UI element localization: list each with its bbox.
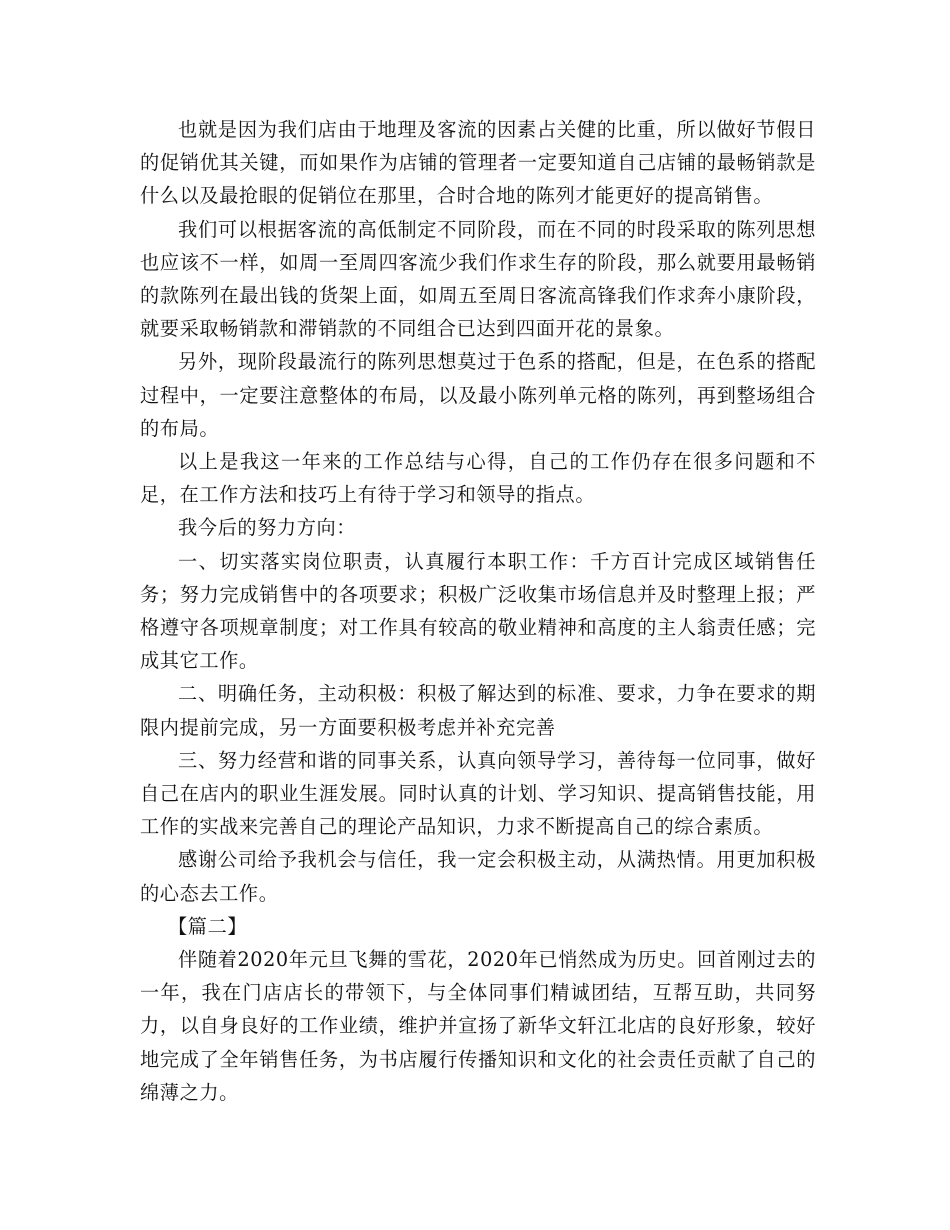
- paragraph-direction-three: 三、努力经营和谐的同事关系，认真向领导学习，善待每一位同事，做好自己在店内的职业生涯发展。同时认真的计划、学习知识、提高销售技能，用工作的实战来完善自己的理论产品知识，力求不断提高自己的综合素质。: [140, 748, 816, 839]
- paragraph-customer-flow: 我们可以根据客流的高低制定不同阶段，而在不同的时段采取的陈列思想也应该不一样，如周一至周四客流少我们作求生存的阶段，那么就要用最畅销的款陈列在最出钱的货架上面，如周五至周日客流高锋我们作求奔小康阶段，就要采取畅销款和滞销款的不同组合已达到四面开花的景象。: [140, 217, 816, 341]
- paragraph-promotion: 也就是因为我们店由于地理及客流的因素占关健的比重，所以做好节假日的促销优其关键，而如果作为店铺的管理者一定要知道自己店铺的最畅销款是什么以及最抢眼的促销位在那里，合时合地的陈列才能更好的提高销售。: [140, 118, 816, 208]
- section-heading: 【篇二】: [168, 914, 248, 938]
- paragraph-direction-one: 一、切实落实岗位职责，认真履行本职工作：千方百计完成区域销售任务；努力完成销售中的各项要求；积极广泛收集市场信息并及时整理上报；严格遵守各项规章制度；对工作具有较高的敬业精神和高度的主人翁责任感；完成其它工作。: [140, 549, 816, 673]
- paragraph-direction-heading: 我今后的努力方向：: [178, 516, 357, 540]
- paragraph-color-matching: 另外，现阶段最流行的陈列思想莫过于色系的搭配，但是，在色系的搭配过程中，一定要注意整体的布局，以及最小陈列单元格的陈列，再到整场组合的布局。: [140, 350, 816, 440]
- document-body: [140, 113, 816, 1109]
- paragraph-summary: 以上是我这一年来的工作总结与心得，自己的工作仍存在很多问题和不足，在工作方法和技巧上有待于学习和领导的指点。: [140, 450, 816, 507]
- paragraph-new-year: 伴随着2020年元旦飞舞的雪花，2020年已悄然成为历史。回首刚过去的一年，我在门店店长的带领下，与全体同事们精诚团结，互帮互助，共同努力，以自身良好的工作业绩，维护并宣扬了新华文轩江北店的良好形象，较好地完成了全年销售任务，为书店履行传播知识和文化的社会责任贡献了自己的绵薄之力。: [140, 948, 816, 1104]
- paragraph-direction-two: 二、明确任务，主动积极：积极了解达到的标准、要求，力争在要求的期限内提前完成，另一方面要积极考虑并补充完善: [140, 682, 816, 739]
- paragraph-thanks: 感谢公司给予我机会与信任，我一定会积极主动，从满热情。用更加积极的心态去工作。: [140, 848, 816, 905]
